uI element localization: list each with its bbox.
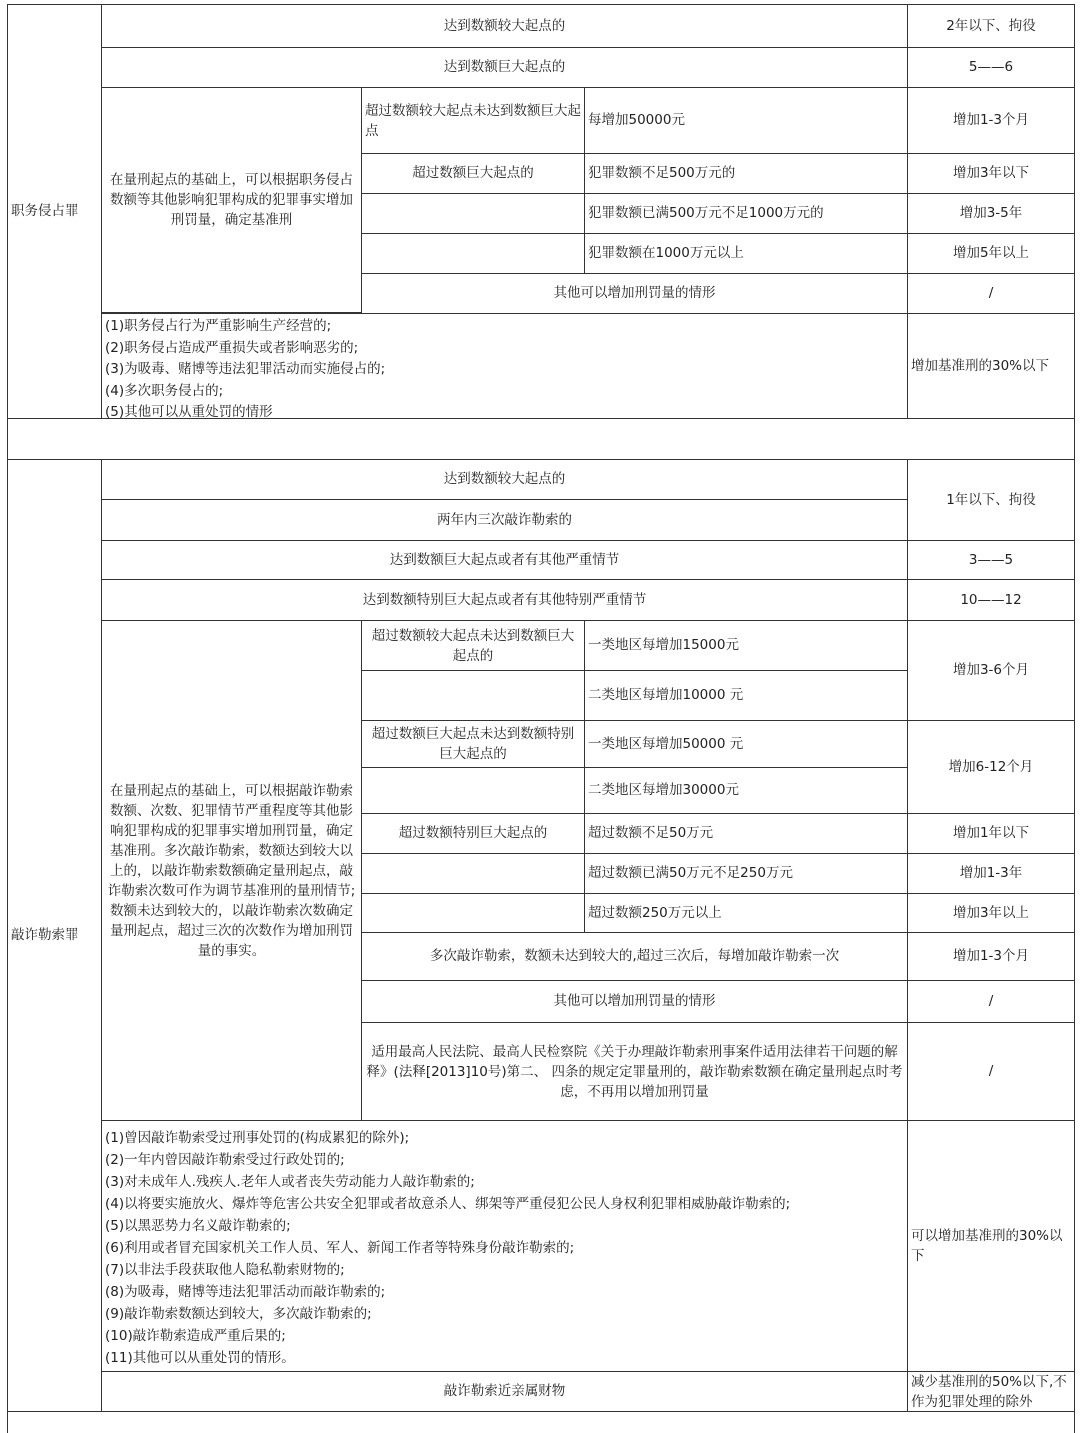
aggravating-list xyxy=(101,1120,908,1372)
list-item: (8)为吸毒，赌博等违法犯罪活动而敲诈勒索的; xyxy=(105,1284,386,1300)
relative-property-label: 敲诈勒索近亲属财物 xyxy=(101,1371,908,1412)
crime-name-text: 职务侵占罪 xyxy=(11,203,79,219)
condition-cell: 达到数额巨大起点或者有其他严重情节 xyxy=(101,540,908,580)
condition-cell: 两年内三次敲诈勒索的 xyxy=(101,499,908,541)
list-item: (5)以黑恶势力名义敲诈勒索的; xyxy=(105,1218,291,1234)
sub-condition-detail: 犯罪数额在1000万元以上 xyxy=(584,233,908,274)
penalty-cell: 增加3年以上 xyxy=(907,893,1075,933)
penalty-cell: 3——5 xyxy=(907,540,1075,580)
sub-condition-detail: 超过数额250万元以上 xyxy=(584,893,908,933)
sub-condition-detail: 二类地区每增加10000 元 xyxy=(584,670,908,721)
other-factors-label: 其他可以增加刑罚量的情形 xyxy=(361,273,908,314)
crime-name-embezzlement xyxy=(7,4,102,419)
penalty-cell: 增加1-3年 xyxy=(907,853,1075,894)
list-item: (1)曾因敲诈勒索受过刑事处罚的(构成累犯的除外); xyxy=(105,1130,410,1146)
empty-cell xyxy=(361,893,585,933)
empty-cell xyxy=(361,193,585,234)
list-item: (3)对未成年人.残疾人.老年人或者丧失劳动能力人敲诈勒索的; xyxy=(105,1174,475,1190)
penalty-cell: 增加1年以下 xyxy=(907,813,1075,854)
judicial-interpretation-note: 适用最高人民法院、最高人民检察院《关于办理敲诈勒索刑事案件适用法律若干问题的解释》(法释[2013]10号)第二、 四条的规定定罪量刑的，敲诈勒索数额在确定量刑起点时考虑，不再用以增加刑罚量 xyxy=(361,1022,908,1121)
sub-condition-detail: 一类地区每增加15000元 xyxy=(584,620,908,671)
condition-cell: 达到数额巨大起点的 xyxy=(101,47,908,88)
penalty-cell: 增加3-6个月 xyxy=(907,620,1075,721)
sub-condition-detail: 每增加50000元 xyxy=(584,87,908,154)
list-item: (1)职务侵占行为严重影响生产经营的; xyxy=(105,318,332,334)
penalty-cell: / xyxy=(907,980,1075,1023)
sub-condition-detail: 犯罪数额已满500万元不足1000万元的 xyxy=(584,193,908,234)
crime-name-text: 敲诈勒索罪 xyxy=(11,927,79,943)
penalty-cell: 可以增加基准刑的30%以下 xyxy=(907,1120,1075,1372)
sub-condition-label: 超过数额特别巨大起点的 xyxy=(361,813,585,854)
spacer-row xyxy=(7,418,1075,460)
list-item: (4)以将要实施放火、爆炸等危害公共安全犯罪或者故意杀人、绑架等严重侵犯公民人身权利犯罪相威胁敲诈勒索的; xyxy=(105,1196,791,1212)
crime-name-extortion xyxy=(7,459,102,1412)
penalty-cell: / xyxy=(907,273,1075,314)
list-item: (4)多次职务侵占的; xyxy=(105,382,224,399)
condition-cell: 达到数额较大起点的 xyxy=(101,4,908,48)
list-item: (2)职务侵占造成严重损失或者影响恶劣的; xyxy=(105,339,359,356)
penalty-cell: 增加3年以下 xyxy=(907,153,1075,194)
list-item: (9)敲诈勒索数额达到较大，多次敲诈勒索的; xyxy=(105,1306,372,1322)
list-item: (11)其他可以从重处罚的情形。 xyxy=(105,1350,295,1366)
penalty-cell: 5——6 xyxy=(907,47,1075,88)
empty-cell xyxy=(361,767,585,814)
list-item: (7)以非法手段获取他人隐私勒索财物的; xyxy=(105,1262,345,1278)
list-item: (10)敲诈勒索造成严重后果的; xyxy=(105,1328,286,1344)
empty-cell xyxy=(361,853,585,894)
penalty-cell: 增加1-3个月 xyxy=(907,932,1075,981)
sub-condition-label: 超过数额巨大起点的 xyxy=(361,153,585,194)
empty-cell xyxy=(361,233,585,274)
penalty-cell: / xyxy=(907,1022,1075,1121)
list-item: (2)一年内曾因敲诈勒索受过行政处罚的; xyxy=(105,1152,345,1168)
sub-condition-detail: 超过数额不足50万元 xyxy=(584,813,908,854)
penalty-cell: 1年以下、拘役 xyxy=(907,459,1075,541)
penalty-cell: 减少基准刑的50%以下,不作为犯罪处理的除外 xyxy=(907,1371,1075,1412)
penalty-cell: 增加6-12个月 xyxy=(907,720,1075,814)
basis-description: 在量刑起点的基础上，可以根据敲诈勒索数额、次数、犯罪情节严重程度等其他影响犯罪构成的犯罪事实增加刑罚量，确定基准刑。多次敲诈勒索，数额达到较大以上的，以敲诈勒索数额确定量刑起点，敲诈勒索次数可作为调节基准刑的量刑情节; 数额未达到较大的，以敲诈勒索次数确定量刑起点，超过三次的次数作为增加刑罚量的事实。 xyxy=(101,620,362,1121)
penalty-cell: 10——12 xyxy=(907,579,1075,621)
sub-condition-detail: 一类地区每增加50000 元 xyxy=(584,720,908,768)
multiple-extortion-label: 多次敲诈勒索，数额未达到较大的,超过三次后，每增加敲诈勒索一次 xyxy=(361,932,908,981)
sub-condition-detail: 二类地区每增加30000元 xyxy=(584,767,908,814)
penalty-cell: 增加5年以上 xyxy=(907,233,1075,274)
list-item: (3)为吸毒、赌博等违法犯罪活动而实施侵占的; xyxy=(105,361,386,377)
sub-condition-label: 超过数额较大起点未达到数额巨大起点 xyxy=(361,87,585,154)
penalty-cell: 增加基准刑的30%以下 xyxy=(907,313,1075,419)
penalty-cell: 增加1-3个月 xyxy=(907,87,1075,154)
penalty-cell: 2年以下、拘役 xyxy=(907,4,1075,48)
sub-condition-label: 超过数额较大起点未达到数额巨大起点的 xyxy=(361,620,585,671)
penalty-cell: 增加3-5年 xyxy=(907,193,1075,234)
list-item: (5)其他可以从重处罚的情形 xyxy=(105,404,273,419)
sub-condition-detail: 犯罪数额不足500万元的 xyxy=(584,153,908,194)
other-factors-label: 其他可以增加刑罚量的情形 xyxy=(361,980,908,1023)
sub-condition-detail: 超过数额已满50万元不足250万元 xyxy=(584,853,908,894)
sub-condition-label: 超过数额巨大起点未达到数额特别巨大起点的 xyxy=(361,720,585,768)
empty-cell xyxy=(361,670,585,721)
aggravating-list xyxy=(101,313,908,419)
basis-description: 在量刑起点的基础上，可以根据职务侵占数额等其他影响犯罪构成的犯罪事实增加刑罚量，确定基准刑 xyxy=(101,87,362,313)
spacer-row xyxy=(7,1411,1075,1433)
condition-cell: 达到数额较大起点的 xyxy=(101,459,908,500)
condition-cell: 达到数额特别巨大起点或者有其他特别严重情节 xyxy=(101,579,908,621)
list-item: (6)利用或者冒充国家机关工作人员、军人、新闻工作者等特殊身份敲诈勒索的; xyxy=(105,1240,575,1256)
